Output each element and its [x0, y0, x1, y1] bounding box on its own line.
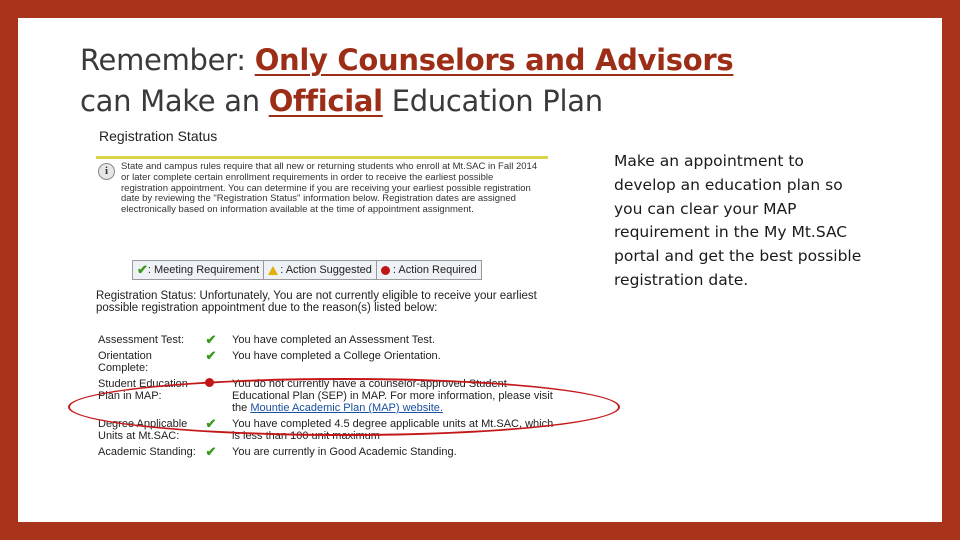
- row-label: Degree Applicable Units at Mt.SAC:: [98, 418, 188, 442]
- status-legend: [132, 260, 482, 280]
- map-website-link[interactable]: Mountie Academic Plan (MAP) website.: [250, 402, 443, 414]
- side-description: Make an appointment to develop an education plan so you can clear your MAP requirement in the My Mt.SAC portal and get the best possible registration date.: [614, 152, 862, 289]
- slide-title: [80, 40, 880, 122]
- row-message: You have completed an Assessment Test.: [232, 334, 436, 346]
- green-check-icon: ✔: [205, 444, 217, 459]
- legend-action-suggested: [264, 261, 377, 279]
- legend-suggested-label: : Action Suggested: [280, 264, 372, 276]
- row-label: Academic Standing:: [98, 446, 196, 458]
- row-message-text: You do not currently have a counselor-approved Student Educational Plan (SEP) in MAP. For more information, please visit the: [232, 378, 553, 414]
- notice-box: [96, 156, 548, 236]
- row-label: Student Education Plan in MAP:: [98, 378, 188, 402]
- green-check-icon: ✔: [205, 348, 217, 363]
- registration-status-heading: Registration Status: [99, 128, 218, 144]
- title-part-3: can Make an: [80, 84, 269, 118]
- row-message: You have completed 4.5 degree applicable units at Mt.SAC, which is less than 100 unit maximum: [232, 418, 554, 442]
- row-message: You are currently in Good Academic Standing.: [232, 446, 457, 458]
- legend-meeting-label: : Meeting Requirement: [147, 264, 260, 276]
- legend-required-label: : Action Required: [392, 264, 477, 276]
- row-label: Assessment Test:: [98, 334, 184, 346]
- row-label: Orientation Complete:: [98, 350, 152, 374]
- registration-status-message: Registration Status: Unfortunately, You are not currently eligible to receive your earliest possible registration appointment due to the reason(s) listed below:: [96, 290, 537, 314]
- legend-meeting: [133, 261, 264, 279]
- warning-triangle-icon: [268, 266, 278, 275]
- title-part-1: Remember:: [80, 43, 255, 77]
- row-message: You have completed a College Orientation.: [232, 350, 441, 362]
- green-check-icon: ✔: [205, 332, 217, 347]
- title-emphasis-counselors: Only Counselors and Advisors: [254, 43, 734, 77]
- title-part-5: Education Plan: [382, 84, 603, 118]
- red-dot-icon: [381, 266, 390, 275]
- highlight-oval: [68, 378, 620, 436]
- green-check-icon: ✔: [137, 262, 148, 277]
- legend-action-required: [377, 261, 481, 279]
- info-icon: i: [98, 163, 115, 180]
- notice-text: State and campus rules require that all new or returning students who enroll at Mt.SAC in Fall 2014 or later complete certain enrollment requirements in order to receive the earliest possible registration appointment. You can determine if you are receiving your earliest possible registration date by reviewing the "Registration Status" information below. Registration dates are assigned electronically based on information available at the time of appointment assignment.: [121, 161, 538, 216]
- title-emphasis-official: Official: [268, 84, 383, 118]
- green-check-icon: ✔: [205, 416, 217, 431]
